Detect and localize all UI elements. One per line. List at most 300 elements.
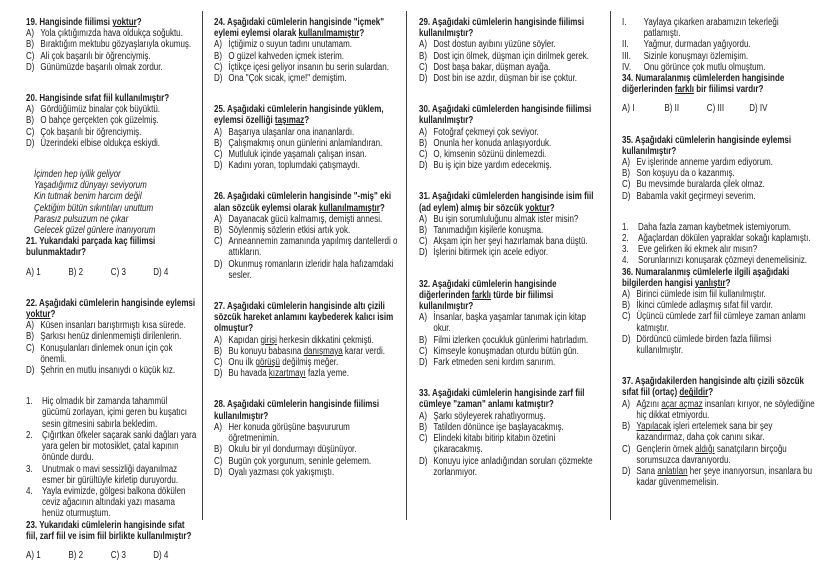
answer-option	[214, 422, 400, 444]
text-segment: Hiç olmadık bir zamanda tahammül gücümü zorlayan, içimi geren bu kuşatıcı sesin gitmesini sabırla bekledim.	[42, 396, 187, 430]
option-letter: B)	[419, 421, 427, 433]
option-letter: C)	[214, 149, 223, 161]
option-letter: C)	[419, 345, 428, 357]
text-segment: ?	[136, 17, 142, 28]
text-segment: Unutmak o mavi sessizliği dayanılmaz esmer bir gürültüyle kirletip duruyordu.	[42, 463, 179, 486]
option-letter: A)	[214, 421, 222, 433]
text-segment: Onunla her konuda anlaşıyorduk.	[433, 137, 552, 149]
text-segment: Yaşadığımız dünyayı seviyorum	[34, 180, 147, 192]
answer-choice: D) IV	[749, 103, 768, 115]
q34	[622, 73, 815, 115]
option-letter: C)	[214, 61, 223, 73]
text-segment: Ev işlerinde anneme yardım ediyorum.	[636, 157, 773, 169]
text-segment: O, kimsenin sözünü dinlemezdi.	[433, 149, 547, 161]
option-letter: B)	[26, 39, 34, 51]
answer-option	[622, 157, 815, 168]
answer-option	[419, 456, 601, 478]
text-segment: O bahçe gerçekten çok güzelmiş.	[40, 115, 159, 127]
list-item-number: 4.	[26, 485, 33, 497]
option-letter: B)	[419, 225, 427, 237]
text-segment: 29. Aşağıdaki cümlelerin hangisinde fiilimsi kullanılmıştır?	[419, 17, 585, 40]
answer-choice: B) 2	[68, 266, 84, 278]
text-segment: 36. Numaralanmış cümlelerle ilgili aşağıdaki bilgilerden hangisi	[622, 266, 790, 289]
text-segment: 21. Yukarıdaki parçada kaç fiilimsi bulunmaktadır?	[26, 236, 156, 259]
list-item-text	[638, 222, 815, 233]
option-text	[433, 247, 600, 258]
text-segment: herkesin dikkatini çekmişti.	[276, 334, 374, 346]
option-text	[40, 365, 198, 376]
inline-answer-choices	[26, 550, 198, 561]
option-letter: D)	[419, 357, 428, 369]
text-segment: 32. Aşağıdaki cümlelerin hangisinde diğerlerinden	[419, 278, 557, 301]
option-letter: C)	[214, 455, 223, 467]
option-letter: A)	[214, 39, 222, 51]
list-item-number: II.	[622, 39, 629, 51]
answer-option	[214, 259, 400, 281]
text-segment: farklı	[471, 289, 492, 301]
answer-option	[26, 365, 198, 376]
text-segment: yoktur	[26, 309, 51, 321]
poem-line	[26, 169, 198, 180]
text-segment: anlamı katmıştır?	[485, 399, 554, 411]
text-segment: ?	[708, 387, 714, 399]
text-segment: karar verdi.	[342, 345, 385, 357]
text-segment: Sana	[636, 465, 658, 477]
option-text	[433, 51, 600, 62]
option-text	[433, 39, 600, 50]
option-letter: A)	[214, 126, 222, 138]
text-segment: Daha fazla zaman kaybetmek istemiyorum.	[638, 221, 791, 233]
option-letter: B)	[214, 225, 222, 237]
option-letter: B)	[214, 345, 222, 357]
poem-line	[26, 191, 198, 202]
answer-choice: D) 4	[153, 549, 169, 561]
option-letter: D)	[214, 258, 223, 270]
answer-choice: C) 3	[110, 266, 126, 278]
text-segment: ?	[379, 202, 385, 214]
answer-choice: B) 2	[68, 549, 84, 561]
exam-column-3	[419, 17, 601, 478]
column-divider-3	[610, 11, 611, 520]
text-segment: Mutluluk içinde yaşamalı çalışan insan.	[228, 149, 367, 161]
option-text	[40, 127, 198, 138]
answer-option	[26, 104, 198, 115]
poem-line	[26, 214, 198, 225]
option-letter: A)	[419, 410, 427, 422]
text-segment: O güzel kahveden içmek isterim.	[228, 50, 345, 62]
option-text	[40, 51, 198, 62]
text-segment: Çok başarılı bir öğrenciymiş.	[40, 126, 142, 138]
option-text	[40, 320, 198, 331]
question-stem	[26, 93, 198, 104]
q26	[214, 191, 400, 281]
text-segment: girişi	[260, 334, 277, 346]
text-segment: Filmi izlerken çocukluk günlerimi hatırladım.	[433, 334, 589, 346]
text-segment: danışmaya	[303, 345, 343, 357]
q33	[419, 388, 601, 478]
question-stem	[419, 279, 601, 313]
option-letter: C)	[419, 149, 428, 161]
answer-option	[214, 467, 400, 478]
option-letter: A)	[622, 398, 630, 410]
text-segment: Gençlerin örnek	[636, 443, 696, 455]
question-stem	[26, 520, 198, 542]
list-item	[622, 17, 815, 39]
option-letter: C)	[214, 357, 223, 369]
text-segment: Fotoğraf çekmeyi çok seviyor.	[433, 126, 539, 138]
text-segment: Okunmuş romanların izleridir hala hafızamdaki sesler.	[228, 258, 394, 281]
text-segment: Bugün çok yorgunum, seninle gelemem.	[228, 455, 372, 467]
list-item-text	[42, 430, 198, 464]
answer-option	[214, 160, 400, 171]
option-text	[433, 138, 600, 149]
list-item-number: 4.	[622, 255, 629, 267]
option-text	[228, 225, 399, 236]
option-letter: C)	[26, 342, 35, 354]
text-segment: Tatilden dönünce işe başlayacakmış.	[433, 421, 564, 433]
answer-option	[214, 39, 400, 50]
option-text	[636, 179, 814, 190]
q25	[214, 104, 400, 171]
option-text	[636, 191, 814, 202]
text-segment: "-miş"	[353, 191, 378, 203]
poem-line	[26, 180, 198, 191]
text-segment: ?	[549, 202, 555, 214]
list-item	[622, 51, 815, 62]
text-segment: yanlıştır	[694, 277, 726, 289]
text-segment: İkinci cümlede adlaşmış sıfat fiil vardır.	[636, 300, 773, 312]
option-letter: A)	[214, 213, 222, 225]
question-stem	[622, 135, 815, 157]
list-item-text	[638, 233, 815, 244]
text-segment: 22. Aşağıdaki cümlelerin hangisinde eylemsi	[26, 297, 196, 309]
option-letter: A)	[214, 334, 222, 346]
text-segment: Bıraktığım mektubu gözyaşlarıyla okumuş.	[40, 39, 192, 51]
exam-column-1	[26, 17, 198, 561]
list-item-number: 3.	[622, 244, 629, 256]
text-segment: Anneannemin zamanında yapılmış dantellerdi o attıkların.	[228, 236, 398, 259]
list-item	[26, 396, 198, 430]
q27	[214, 301, 400, 379]
option-text	[228, 357, 399, 368]
option-letter: D)	[26, 137, 35, 149]
option-text	[40, 28, 198, 39]
text-segment: işleri ertelemek sana bir şey kazandırmaz, daha çok canını sıkar.	[636, 421, 773, 444]
option-text	[433, 422, 600, 433]
answer-option	[214, 214, 400, 225]
text-segment: 30. Aşağıdaki cümlelerden hangisinde fiilimsi kullanılmıştır?	[419, 104, 592, 127]
option-text	[433, 335, 600, 346]
text-segment: Dost dostun ayıbını yüzüne söyler.	[433, 39, 556, 51]
q35	[622, 135, 815, 202]
text-segment: Son koşuyu da o kazanmış.	[636, 168, 735, 180]
poem-21	[26, 169, 198, 236]
text-segment: Akşam için her şeyi hazırlamak bana düştü.	[433, 236, 588, 248]
answer-option	[214, 456, 400, 467]
option-text	[228, 39, 399, 50]
option-text	[433, 312, 600, 334]
text-segment: eki alan sözcük eylemsi olarak	[214, 191, 392, 214]
text-segment: Söylenmiş sözlerin etkisi artık yok.	[228, 225, 351, 237]
option-letter: D)	[419, 160, 428, 172]
option-text	[40, 343, 198, 365]
option-text	[228, 422, 399, 444]
question-stem	[622, 376, 815, 398]
text-segment: ?	[50, 309, 56, 321]
option-text	[636, 399, 814, 421]
text-segment: Çığırtkan öfkeler saçarak sanki dağları yara yara gelen bir motosiklet, çatal kapının önünde durdu.	[42, 429, 197, 464]
option-letter: D)	[214, 368, 223, 380]
text-segment: "zaman"	[453, 399, 486, 411]
answer-option	[622, 334, 815, 356]
option-text	[40, 104, 198, 115]
list-item	[26, 464, 198, 486]
text-segment: Üçüncü cümlede zarf fiil cümleye zaman anlamı katmıştır.	[636, 311, 806, 334]
option-letter: C)	[622, 443, 631, 455]
option-text	[636, 300, 814, 311]
text-segment: taşımaz	[274, 115, 305, 127]
text-segment: ?	[725, 277, 731, 289]
option-text	[433, 127, 600, 138]
q22	[26, 298, 198, 376]
text-segment: İçtiğimiz o suyun tadını unutamam.	[228, 39, 353, 51]
answer-option	[26, 115, 198, 126]
text-segment: 33. Aşağıdaki cümlelerin hangisinde zarf fiil cümleye	[419, 388, 585, 411]
list-23	[26, 396, 198, 519]
question-stem	[419, 191, 601, 213]
text-segment: Ona "Çok sıcak, içme!" demiştim.	[228, 73, 347, 85]
option-text	[636, 311, 814, 333]
option-letter: C)	[622, 311, 631, 323]
list-item-number: 3.	[26, 463, 33, 475]
poem-line	[26, 225, 198, 236]
option-letter: A)	[26, 320, 34, 332]
text-segment: Küsen insanları barıştırmıştı kısa sürede.	[40, 320, 186, 332]
text-segment: 28. Aşağıdaki cümlelerin hangisinde fiilimsi kullanılmıştır?	[214, 399, 380, 422]
answer-option	[622, 300, 815, 311]
text-segment: Çalışmakmış onun günlerini anlamlandıran.	[228, 137, 383, 149]
text-segment: Eve gelirken iki ekmek alır mısın?	[638, 244, 758, 256]
text-segment: açar açmaz	[661, 398, 703, 410]
list-36	[622, 222, 815, 267]
option-letter: A)	[26, 28, 34, 40]
column-divider-1	[202, 11, 203, 520]
roman-34	[622, 17, 815, 73]
option-letter: A)	[622, 157, 630, 169]
answer-option	[622, 168, 815, 179]
answer-option	[214, 236, 400, 258]
option-text	[40, 331, 198, 342]
option-letter: B)	[26, 115, 34, 127]
text-segment: aldığı	[695, 443, 715, 455]
text-segment: Dost bin ise azdır, düşman bir ise çoktur.	[433, 73, 578, 85]
answer-option	[419, 346, 601, 357]
option-text	[636, 168, 814, 179]
poem-line	[26, 203, 198, 214]
answer-option	[214, 73, 400, 84]
text-segment: Fark etmeden seni kırdım sanırım.	[433, 357, 556, 369]
option-text	[228, 467, 399, 478]
list-item-number: I.	[622, 17, 627, 28]
answer-option	[214, 346, 400, 357]
text-segment: Yola çıktığımızda hava oldukça soğuktu.	[40, 28, 183, 40]
option-letter: D)	[214, 160, 223, 172]
q30	[419, 104, 601, 171]
text-segment: Dost için ölmek, düşman için dirilmek gerek.	[433, 50, 590, 62]
answer-option	[622, 466, 815, 488]
option-text	[228, 138, 399, 149]
option-text	[228, 149, 399, 160]
answer-choice: D) 4	[153, 266, 169, 278]
option-text	[433, 160, 600, 171]
option-letter: C)	[419, 236, 428, 248]
option-letter: D)	[622, 190, 631, 202]
answer-option	[419, 62, 601, 73]
question-stem	[622, 73, 815, 95]
option-text	[636, 157, 814, 168]
text-segment: 19. Hangisinde fiilimsi	[26, 17, 113, 28]
inline-answer-choices	[26, 267, 198, 278]
text-segment: değildir	[679, 387, 709, 399]
answer-choice: A) 1	[26, 266, 41, 278]
text-segment: Başarıya ulaşanlar ona inananlardı.	[228, 126, 355, 138]
answer-option	[622, 289, 815, 300]
text-segment: Şarkısı henüz dinlenmemişti dirilenlerin.	[40, 331, 182, 343]
answer-option	[622, 399, 815, 421]
answer-option	[419, 214, 601, 225]
option-text	[636, 466, 814, 488]
text-segment: kullanılmamıştır	[318, 202, 380, 214]
list-item-number: 1.	[622, 221, 629, 233]
list-item-text	[42, 464, 198, 486]
option-letter: B)	[419, 137, 427, 149]
text-segment: 26. Aşağıdaki cümlelerin hangisinde	[214, 191, 354, 203]
list-item-number: III.	[622, 50, 631, 62]
list-item-number: 2.	[622, 233, 629, 245]
question-stem	[419, 388, 601, 410]
exam-column-2	[214, 17, 400, 478]
option-text	[433, 149, 600, 160]
option-text	[636, 334, 814, 356]
list-item-text	[644, 51, 815, 62]
text-segment: Bu mevsimde buralarda çilek olmaz.	[636, 179, 765, 191]
text-segment: 31. Aşağıdaki cümlelerden hangisinde isim fiil (ad eylem) almış bir sözcük	[419, 191, 594, 214]
option-text	[636, 444, 814, 466]
option-letter: D)	[26, 61, 35, 73]
option-letter: A)	[419, 213, 427, 225]
list-item	[622, 233, 815, 244]
answer-choice: A) I	[622, 103, 635, 115]
text-segment: ?	[304, 115, 310, 127]
question-stem	[26, 236, 198, 258]
text-segment: Yayla evimizde, gölgesi balkona dökülen ceviz ağacının altındaki yazı masama henüz oturmuştum.	[42, 485, 186, 520]
text-segment: Ağzını	[636, 398, 662, 410]
text-segment: "içmek"	[353, 17, 385, 28]
answer-option	[26, 62, 198, 73]
option-letter: A)	[419, 312, 427, 324]
text-segment: anlatılan	[657, 465, 688, 477]
list-item-text	[644, 17, 815, 39]
text-segment: her şeye inanıyorsun, insanlara bu kadar güvenmemelisin.	[636, 465, 813, 489]
list-item-text	[644, 62, 815, 73]
q21	[26, 236, 198, 278]
text-segment: 27. Aşağıdaki cümlelerin hangisinde altı çizili sözcük hareket anlamını kaybederek kalıcı isim olmuştur?	[214, 301, 394, 335]
answer-option	[419, 312, 601, 334]
option-letter: A)	[26, 104, 34, 116]
option-letter: D)	[419, 455, 428, 467]
option-letter: D)	[214, 466, 223, 478]
option-text	[40, 115, 198, 126]
text-segment: yoktur	[112, 17, 137, 28]
option-text	[433, 456, 600, 478]
option-letter: B)	[26, 331, 34, 343]
text-segment: Çektiğim bütün sıkıntıları unuttum	[34, 202, 154, 214]
text-segment: Onu ilk	[228, 357, 256, 369]
text-segment: Konuyu iyice anladığından soruları çözmekte zorlanmıyor.	[433, 455, 593, 478]
option-text	[228, 236, 399, 258]
option-letter: D)	[622, 333, 631, 345]
answer-choice: C) 3	[110, 549, 126, 561]
text-segment: Tanımadığın kişilerle konuşma.	[433, 225, 544, 237]
option-letter: A)	[419, 126, 427, 138]
option-letter: C)	[419, 433, 428, 445]
text-segment: 25. Aşağıdaki cümlelerin hangisinde yüklem, eylemsi özelliği	[214, 104, 384, 127]
question-stem	[622, 267, 815, 289]
text-segment: Şehrin en mutlu insanıydı o küçük kız.	[40, 365, 176, 377]
option-letter: B)	[419, 334, 427, 346]
answer-option	[214, 138, 400, 149]
answer-option	[214, 127, 400, 138]
q28	[214, 399, 400, 477]
text-segment: değilmiş meğer.	[279, 357, 339, 369]
option-text	[433, 236, 600, 247]
list-item-text	[638, 244, 815, 255]
option-letter: D)	[214, 73, 223, 85]
text-segment: İçimden hep iyilik geliyor	[34, 169, 121, 181]
text-segment: fazla yeme.	[305, 368, 349, 380]
text-segment: Oyalı yazması çok yakışmıştı.	[228, 466, 335, 478]
q24	[214, 17, 400, 84]
option-text	[40, 39, 198, 50]
text-segment: insanları kırıyor, ne söylediğine hiç dikkat etmiyordu.	[636, 398, 815, 421]
text-segment: 20. Hangisinde sıfat fiil kullanılmıştır?	[26, 93, 170, 105]
text-segment: İşlerini bitirmek için acele ediyor.	[433, 247, 549, 259]
list-item	[26, 486, 198, 520]
answer-option	[26, 39, 198, 50]
answer-option	[622, 179, 815, 190]
text-segment: İnsanlar, başka yaşamlar tanımak için kitap okur.	[433, 312, 586, 335]
text-segment: görüşü	[255, 357, 280, 369]
option-letter: C)	[26, 126, 35, 138]
text-segment: Dost başa bakar, düşman ayağa.	[433, 61, 551, 73]
text-segment: Dayanacak gücü kalmamış, demişti annesi.	[228, 213, 383, 225]
option-text	[433, 411, 600, 422]
text-segment: Yağmur, durmadan yağıyordu.	[643, 39, 751, 51]
option-letter: A)	[419, 39, 427, 51]
q32	[419, 279, 601, 369]
text-segment: Kimseyle konuşmadan oturdu bütün gün.	[433, 345, 579, 357]
answer-option	[214, 149, 400, 160]
answer-option	[26, 138, 198, 149]
list-item	[622, 244, 815, 255]
question-stem	[419, 17, 601, 39]
answer-option	[419, 411, 601, 422]
q20	[26, 93, 198, 149]
answer-option	[419, 357, 601, 368]
answer-option	[419, 422, 601, 433]
option-letter: C)	[214, 236, 223, 248]
text-segment: Gördüğümüz binalar çok büyüktü.	[40, 104, 161, 116]
